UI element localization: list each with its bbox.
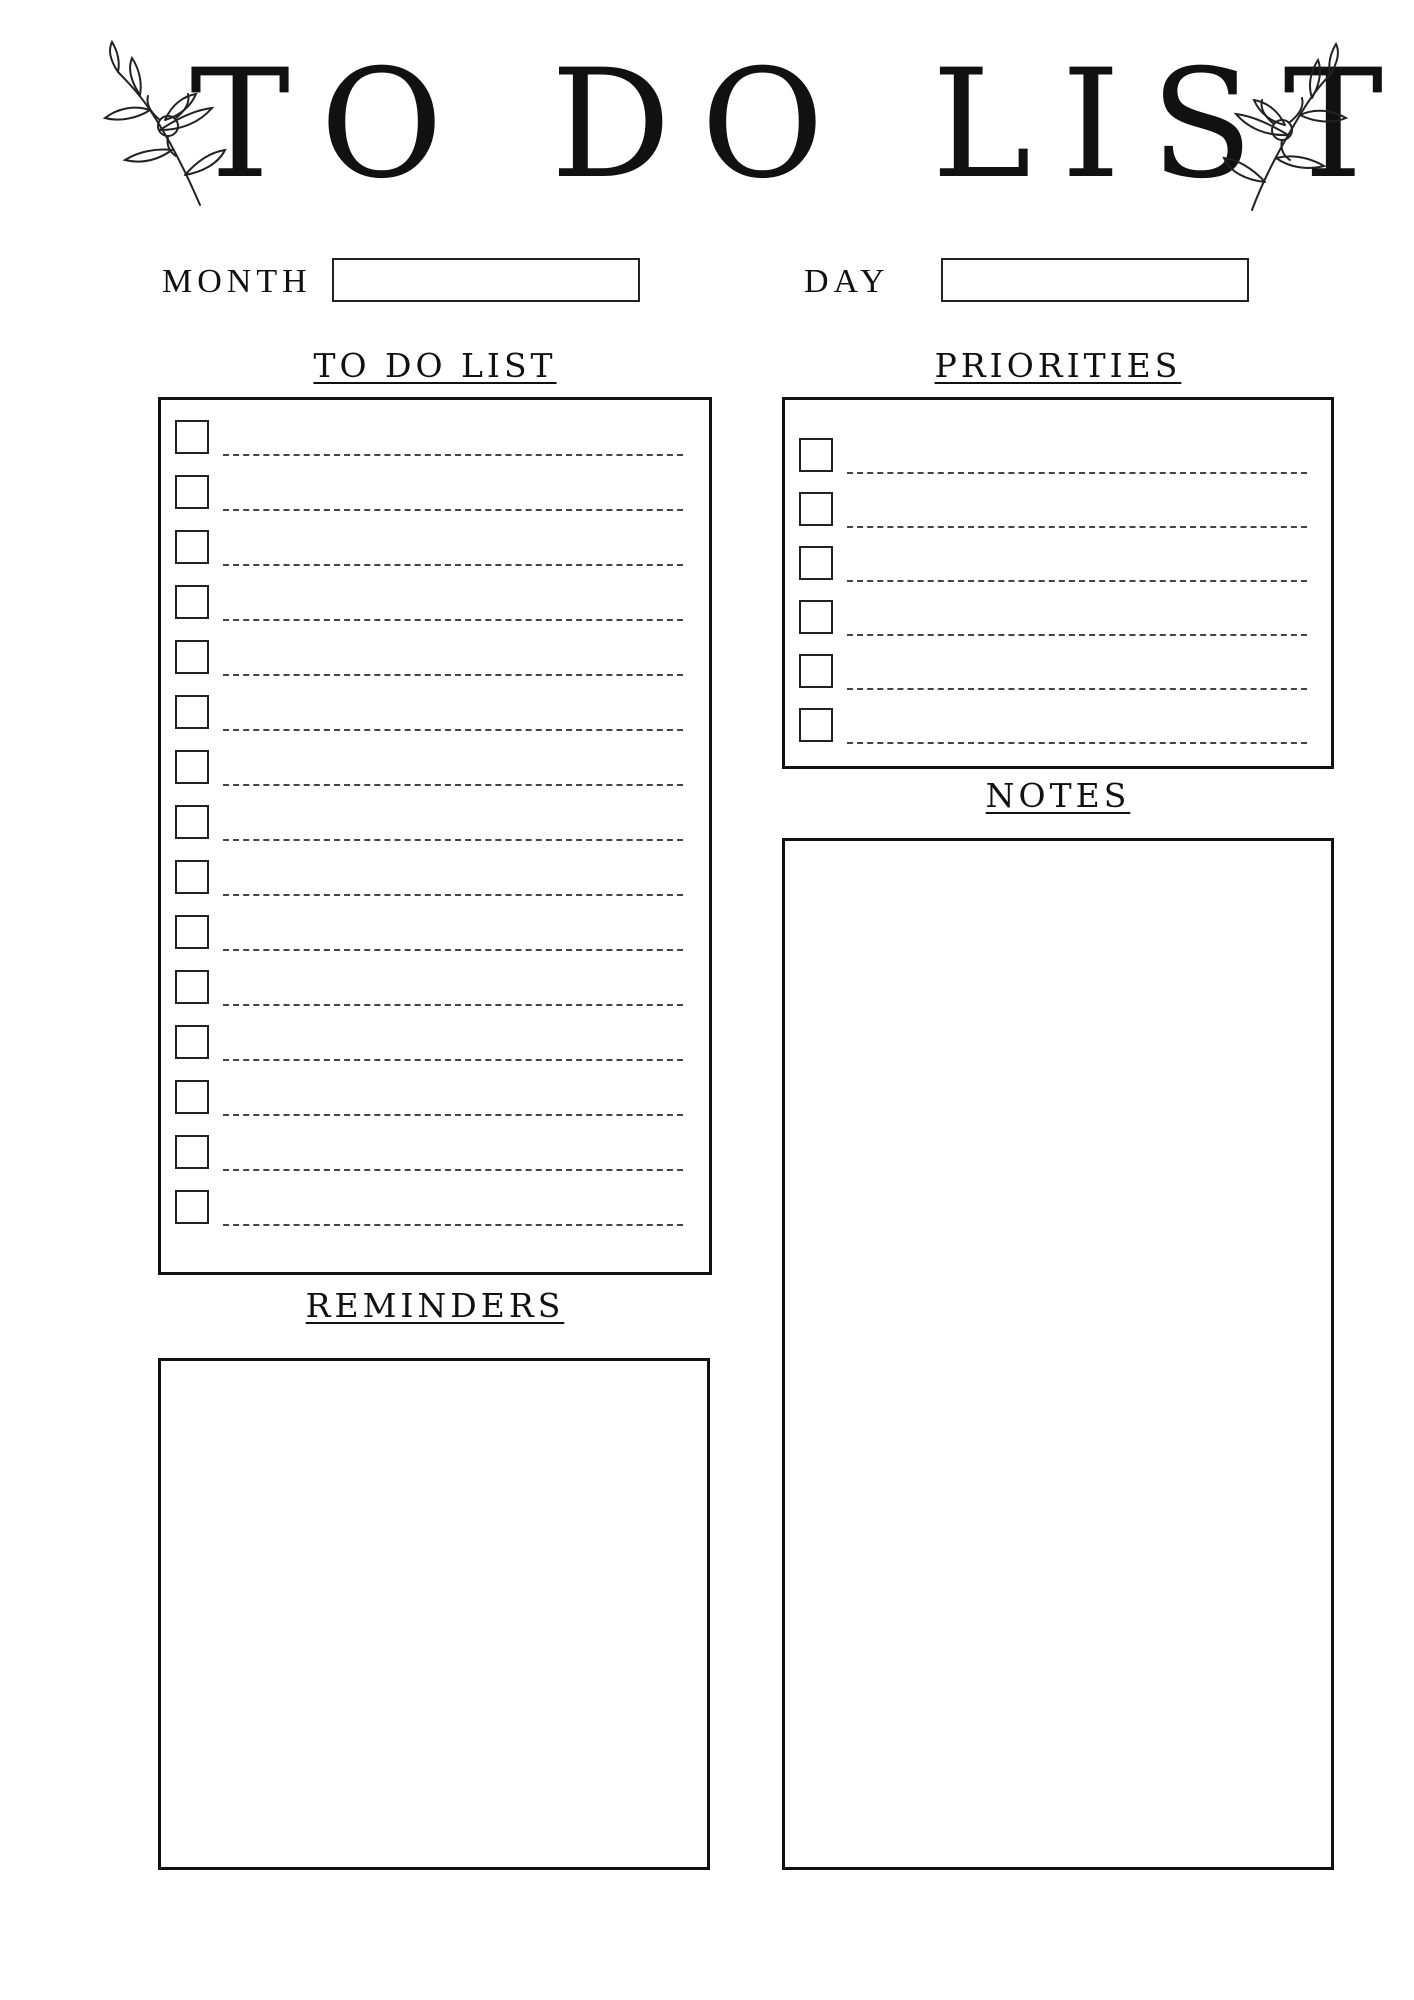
priority-row (799, 546, 1309, 584)
todo-checkbox[interactable] (175, 805, 209, 839)
priority-entry-line[interactable] (847, 580, 1307, 582)
todo-checkbox[interactable] (175, 420, 209, 454)
priority-checkbox[interactable] (799, 654, 833, 688)
priority-entry-line[interactable] (847, 634, 1307, 636)
notes-section-title: NOTES (985, 776, 1131, 815)
todo-checkbox[interactable] (175, 640, 209, 674)
todo-checkbox[interactable] (175, 750, 209, 784)
priority-checkbox[interactable] (799, 438, 833, 472)
todo-entry-line[interactable] (223, 454, 683, 456)
todo-entry-line[interactable] (223, 839, 683, 841)
todo-entry-line[interactable] (223, 949, 683, 951)
todo-row (175, 970, 685, 1008)
todo-entry-line[interactable] (223, 564, 683, 566)
todo-entry-line[interactable] (223, 1169, 683, 1171)
priority-entry-line[interactable] (847, 688, 1307, 690)
reminders-panel[interactable] (158, 1358, 710, 1870)
todo-entry-line[interactable] (223, 619, 683, 621)
todo-row (175, 750, 685, 788)
todo-checkbox[interactable] (175, 585, 209, 619)
todo-row (175, 1135, 685, 1173)
todo-row (175, 695, 685, 733)
todo-checkbox[interactable] (175, 530, 209, 564)
todo-entry-line[interactable] (223, 729, 683, 731)
priorities-panel (782, 397, 1334, 769)
todo-checkbox[interactable] (175, 860, 209, 894)
priorities-section-title: PRIORITIES (934, 346, 1182, 385)
priority-checkbox[interactable] (799, 708, 833, 742)
todo-entry-line[interactable] (223, 894, 683, 896)
todo-checkbox[interactable] (175, 475, 209, 509)
priority-entry-line[interactable] (847, 742, 1307, 744)
todo-row (175, 860, 685, 898)
month-field[interactable] (332, 258, 640, 302)
todo-entry-line[interactable] (223, 674, 683, 676)
notes-panel[interactable] (782, 838, 1334, 1870)
todo-section-title: TO DO LIST (313, 346, 557, 385)
todo-entry-line[interactable] (223, 1004, 683, 1006)
todo-row (175, 530, 685, 568)
todo-entry-line[interactable] (223, 1114, 683, 1116)
todo-panel (158, 397, 712, 1275)
day-field[interactable] (941, 258, 1249, 302)
todo-checkbox[interactable] (175, 915, 209, 949)
todo-entry-line[interactable] (223, 509, 683, 511)
todo-checkbox[interactable] (175, 1025, 209, 1059)
priority-entry-line[interactable] (847, 526, 1307, 528)
todo-row (175, 640, 685, 678)
priority-entry-line[interactable] (847, 472, 1307, 474)
todo-entry-line[interactable] (223, 1059, 683, 1061)
day-label: DAY (804, 263, 890, 300)
priority-row (799, 438, 1309, 476)
priority-row (799, 600, 1309, 638)
todo-row (175, 1080, 685, 1118)
todo-checkbox[interactable] (175, 1135, 209, 1169)
todo-checkbox[interactable] (175, 970, 209, 1004)
todo-row (175, 585, 685, 623)
todo-row (175, 420, 685, 458)
todo-entry-line[interactable] (223, 1224, 683, 1226)
todo-checkbox[interactable] (175, 695, 209, 729)
todo-row (175, 805, 685, 843)
todo-checkbox[interactable] (175, 1080, 209, 1114)
priority-checkbox[interactable] (799, 492, 833, 526)
priority-checkbox[interactable] (799, 600, 833, 634)
priority-checkbox[interactable] (799, 546, 833, 580)
page-title: TO DO LIST (190, 38, 1414, 212)
priority-row (799, 654, 1309, 692)
todo-row (175, 915, 685, 953)
todo-row (175, 1025, 685, 1063)
priority-row (799, 708, 1309, 746)
priority-row (799, 492, 1309, 530)
todo-row (175, 1190, 685, 1228)
month-label: MONTH (162, 263, 312, 300)
todo-entry-line[interactable] (223, 784, 683, 786)
todo-row (175, 475, 685, 513)
reminders-section-title: REMINDERS (305, 1286, 565, 1325)
todo-checkbox[interactable] (175, 1190, 209, 1224)
